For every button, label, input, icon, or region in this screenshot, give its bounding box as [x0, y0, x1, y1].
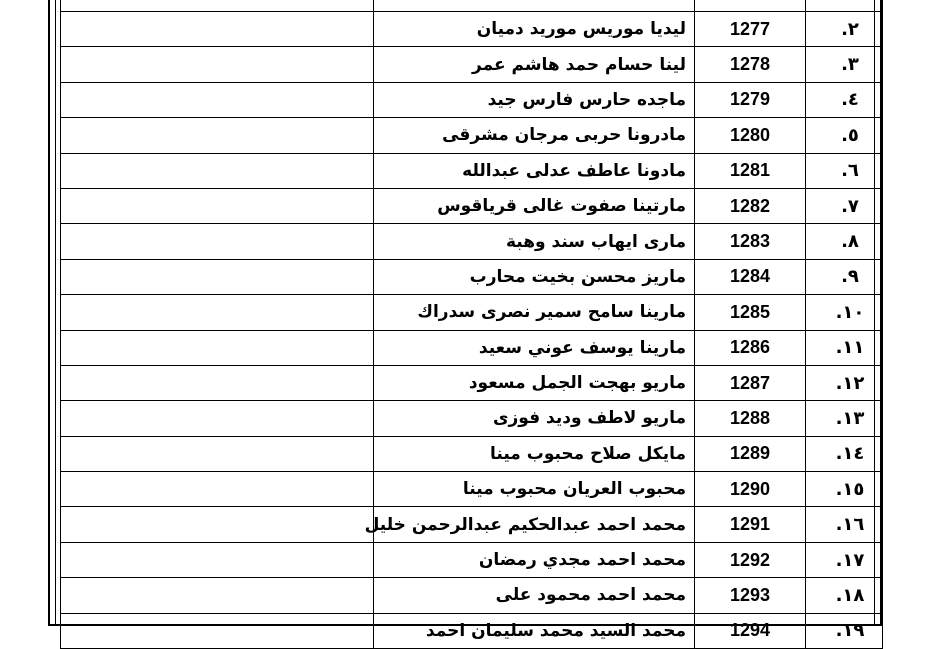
student-name: مارتينا صفوت غالى قرياقوس	[374, 188, 695, 223]
table-row	[61, 118, 883, 153]
table-row	[61, 613, 883, 648]
row-number	[806, 259, 883, 294]
row-number-label: ٨.	[841, 231, 859, 253]
student-name: مارينا سامح سمير نصرى سدراك	[374, 295, 695, 330]
row-number	[806, 118, 883, 153]
blank-cell	[61, 224, 374, 259]
blank-cell	[61, 472, 374, 507]
seat-number: 1293	[695, 578, 806, 613]
student-name: ليديا موريس موريد دميان	[374, 12, 695, 47]
row-number-label: ١٦.	[835, 514, 865, 536]
cell-empty	[806, 0, 883, 12]
student-name: محمد السيد محمد سليمان احمد	[374, 613, 695, 648]
seat-number: 1279	[695, 82, 806, 117]
seat-number: 1292	[695, 542, 806, 577]
table-row	[61, 12, 883, 47]
student-name: مادرونا حربى مرجان مشرقى	[374, 118, 695, 153]
student-name: محمد احمد مجدي رمضان	[374, 542, 695, 577]
table-row	[61, 542, 883, 577]
table-row	[61, 365, 883, 400]
seat-number: 1287	[695, 365, 806, 400]
row-number-label: ١٨.	[835, 584, 865, 606]
row-number	[806, 12, 883, 47]
row-number	[806, 224, 883, 259]
seat-number: 1290	[695, 472, 806, 507]
row-number-label: ١٧.	[835, 549, 865, 571]
blank-cell	[61, 578, 374, 613]
row-number	[806, 578, 883, 613]
row-number	[806, 507, 883, 542]
student-name: ماريز محسن بخيت محارب	[374, 259, 695, 294]
row-number-label: ١٢.	[835, 372, 865, 394]
row-number	[806, 436, 883, 471]
row-number-label: ١٤.	[835, 443, 865, 465]
row-number-label: ٤.	[841, 89, 859, 111]
row-number	[806, 472, 883, 507]
seat-number: 1278	[695, 47, 806, 82]
seat-number: 1281	[695, 153, 806, 188]
seat-number: 1294	[695, 613, 806, 648]
student-roster-table	[60, 0, 883, 649]
table-row	[61, 507, 883, 542]
blank-cell	[61, 12, 374, 47]
blank-cell	[61, 401, 374, 436]
table-row	[61, 330, 883, 365]
seat-number: 1285	[695, 295, 806, 330]
blank-cell	[61, 188, 374, 223]
roster-table-body	[61, 0, 883, 649]
seat-number: 1283	[695, 224, 806, 259]
seat-number: 1288	[695, 401, 806, 436]
table-row	[61, 47, 883, 82]
row-number	[806, 295, 883, 330]
student-name: ماريو لاطف وديد فوزى	[374, 401, 695, 436]
student-name: مايكل صلاح محبوب مينا	[374, 436, 695, 471]
seat-number: 1289	[695, 436, 806, 471]
row-number	[806, 542, 883, 577]
row-number-label: ١٣.	[835, 407, 865, 429]
cell-empty	[374, 0, 695, 12]
row-number	[806, 365, 883, 400]
student-name: لينا حسام حمد هاشم عمر	[374, 47, 695, 82]
table-row	[61, 295, 883, 330]
row-number	[806, 188, 883, 223]
blank-cell	[61, 82, 374, 117]
row-number	[806, 330, 883, 365]
blank-cell	[61, 153, 374, 188]
row-number-label: ٩.	[841, 266, 859, 288]
table-row-cut	[61, 0, 883, 12]
blank-cell	[61, 613, 374, 648]
row-number	[806, 82, 883, 117]
student-name: مادونا عاطف عدلى عبدالله	[374, 153, 695, 188]
table-row	[61, 82, 883, 117]
table-row	[61, 401, 883, 436]
row-number-label: ٧.	[841, 195, 859, 217]
cell-empty	[695, 0, 806, 12]
row-number	[806, 153, 883, 188]
blank-cell	[61, 436, 374, 471]
seat-number: 1286	[695, 330, 806, 365]
cell-empty	[61, 0, 374, 12]
table-row	[61, 436, 883, 471]
row-number-label: ٢.	[841, 18, 859, 40]
seat-number: 1277	[695, 12, 806, 47]
table-row	[61, 188, 883, 223]
blank-cell	[61, 295, 374, 330]
row-number-label: ٦.	[841, 160, 859, 182]
table-row	[61, 578, 883, 613]
student-name: محبوب العريان محبوب مينا	[374, 472, 695, 507]
row-number-label: ١٥.	[835, 478, 865, 500]
row-number-label: ٣.	[841, 54, 859, 76]
student-name: مارينا يوسف عوني سعيد	[374, 330, 695, 365]
seat-number: 1280	[695, 118, 806, 153]
student-name: ماجده حارس فارس جيد	[374, 82, 695, 117]
seat-number: 1284	[695, 259, 806, 294]
blank-cell	[61, 47, 374, 82]
row-number-label: ١٩.	[835, 620, 865, 642]
row-number-label: ١٠.	[835, 301, 865, 323]
blank-cell	[61, 365, 374, 400]
blank-cell	[61, 259, 374, 294]
row-number	[806, 613, 883, 648]
student-name: محمد احمد عبدالحكيم عبدالرحمن خليل	[374, 507, 695, 542]
table-row	[61, 224, 883, 259]
table-row	[61, 259, 883, 294]
seat-number: 1291	[695, 507, 806, 542]
row-number-label: ٥.	[841, 124, 859, 146]
blank-cell	[61, 507, 374, 542]
student-name: محمد احمد محمود على	[374, 578, 695, 613]
table-row	[61, 472, 883, 507]
student-name: مارى ايهاب سند وهبة	[374, 224, 695, 259]
blank-cell	[61, 330, 374, 365]
row-number-label: ١١.	[835, 337, 865, 359]
student-name: ماريو بهجت الجمل مسعود	[374, 365, 695, 400]
seat-number: 1282	[695, 188, 806, 223]
blank-cell	[61, 118, 374, 153]
row-number	[806, 401, 883, 436]
blank-cell	[61, 542, 374, 577]
table-row	[61, 153, 883, 188]
row-number	[806, 47, 883, 82]
